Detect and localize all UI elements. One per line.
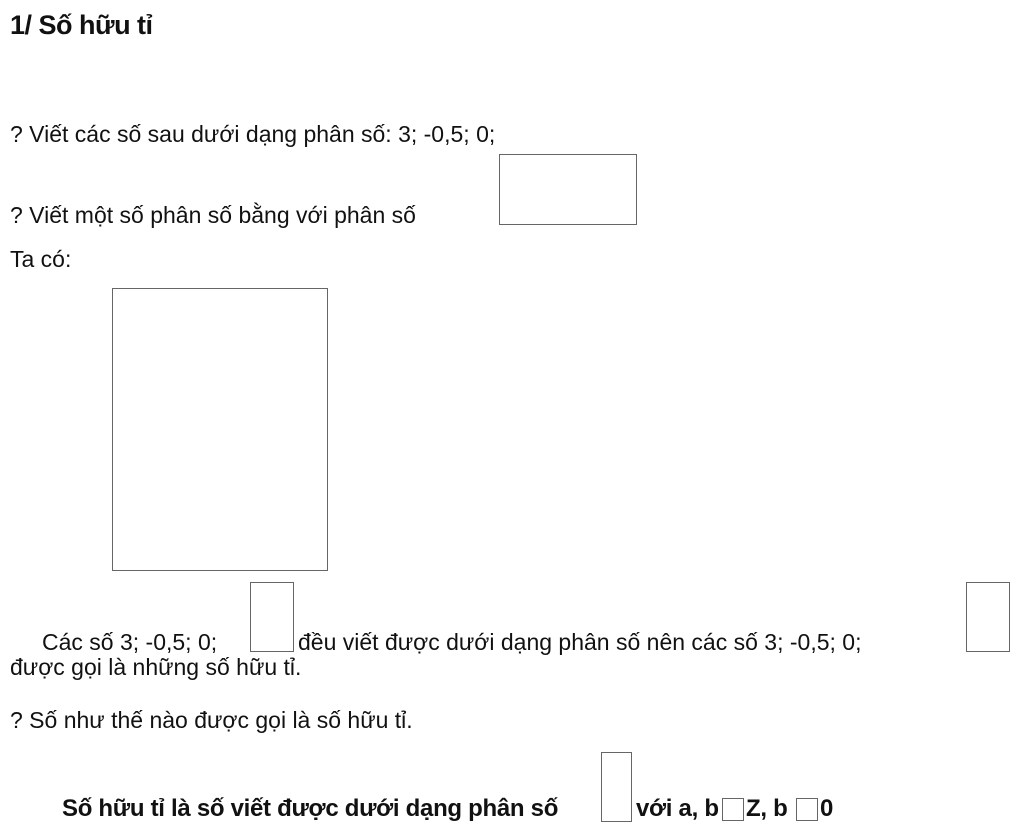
statement-part-2: đều viết được dưới dạng phân số nên các số 3; -0,5; 0; bbox=[298, 629, 862, 655]
question-what-is-rational: ? Số như thế nào được gọi là số hữu tỉ. bbox=[10, 707, 413, 733]
fraction-inline-placeholder-1 bbox=[250, 582, 294, 652]
fraction-inline-placeholder-2 bbox=[966, 582, 1010, 652]
question-equal-fractions: ? Viết một số phân số bằng với phân số bbox=[10, 202, 416, 228]
statement-part-1: Các số 3; -0,5; 0; bbox=[42, 629, 218, 655]
definition-part-2: với a, b bbox=[636, 795, 719, 822]
statement-line-2: được gọi là những số hữu tỉ. bbox=[10, 654, 302, 680]
section-heading: 1/ Số hữu tỉ bbox=[10, 10, 153, 40]
fraction-ab-placeholder bbox=[601, 752, 632, 822]
definition-part-4: 0 bbox=[820, 795, 834, 822]
element-of-symbol-placeholder bbox=[722, 798, 744, 821]
equal-fractions-image-placeholder bbox=[112, 288, 328, 571]
not-equal-symbol-placeholder bbox=[796, 798, 818, 821]
definition-part-3: Z, b bbox=[746, 795, 788, 822]
fraction-image-placeholder bbox=[499, 154, 637, 225]
definition-part-1: Số hữu tỉ là số viết được dưới dạng phân số bbox=[62, 795, 559, 822]
question-write-as-fraction: ? Viết các số sau dưới dạng phân số: 3; -0,5; 0; bbox=[10, 121, 496, 147]
ta-co-label: Ta có: bbox=[10, 246, 72, 272]
